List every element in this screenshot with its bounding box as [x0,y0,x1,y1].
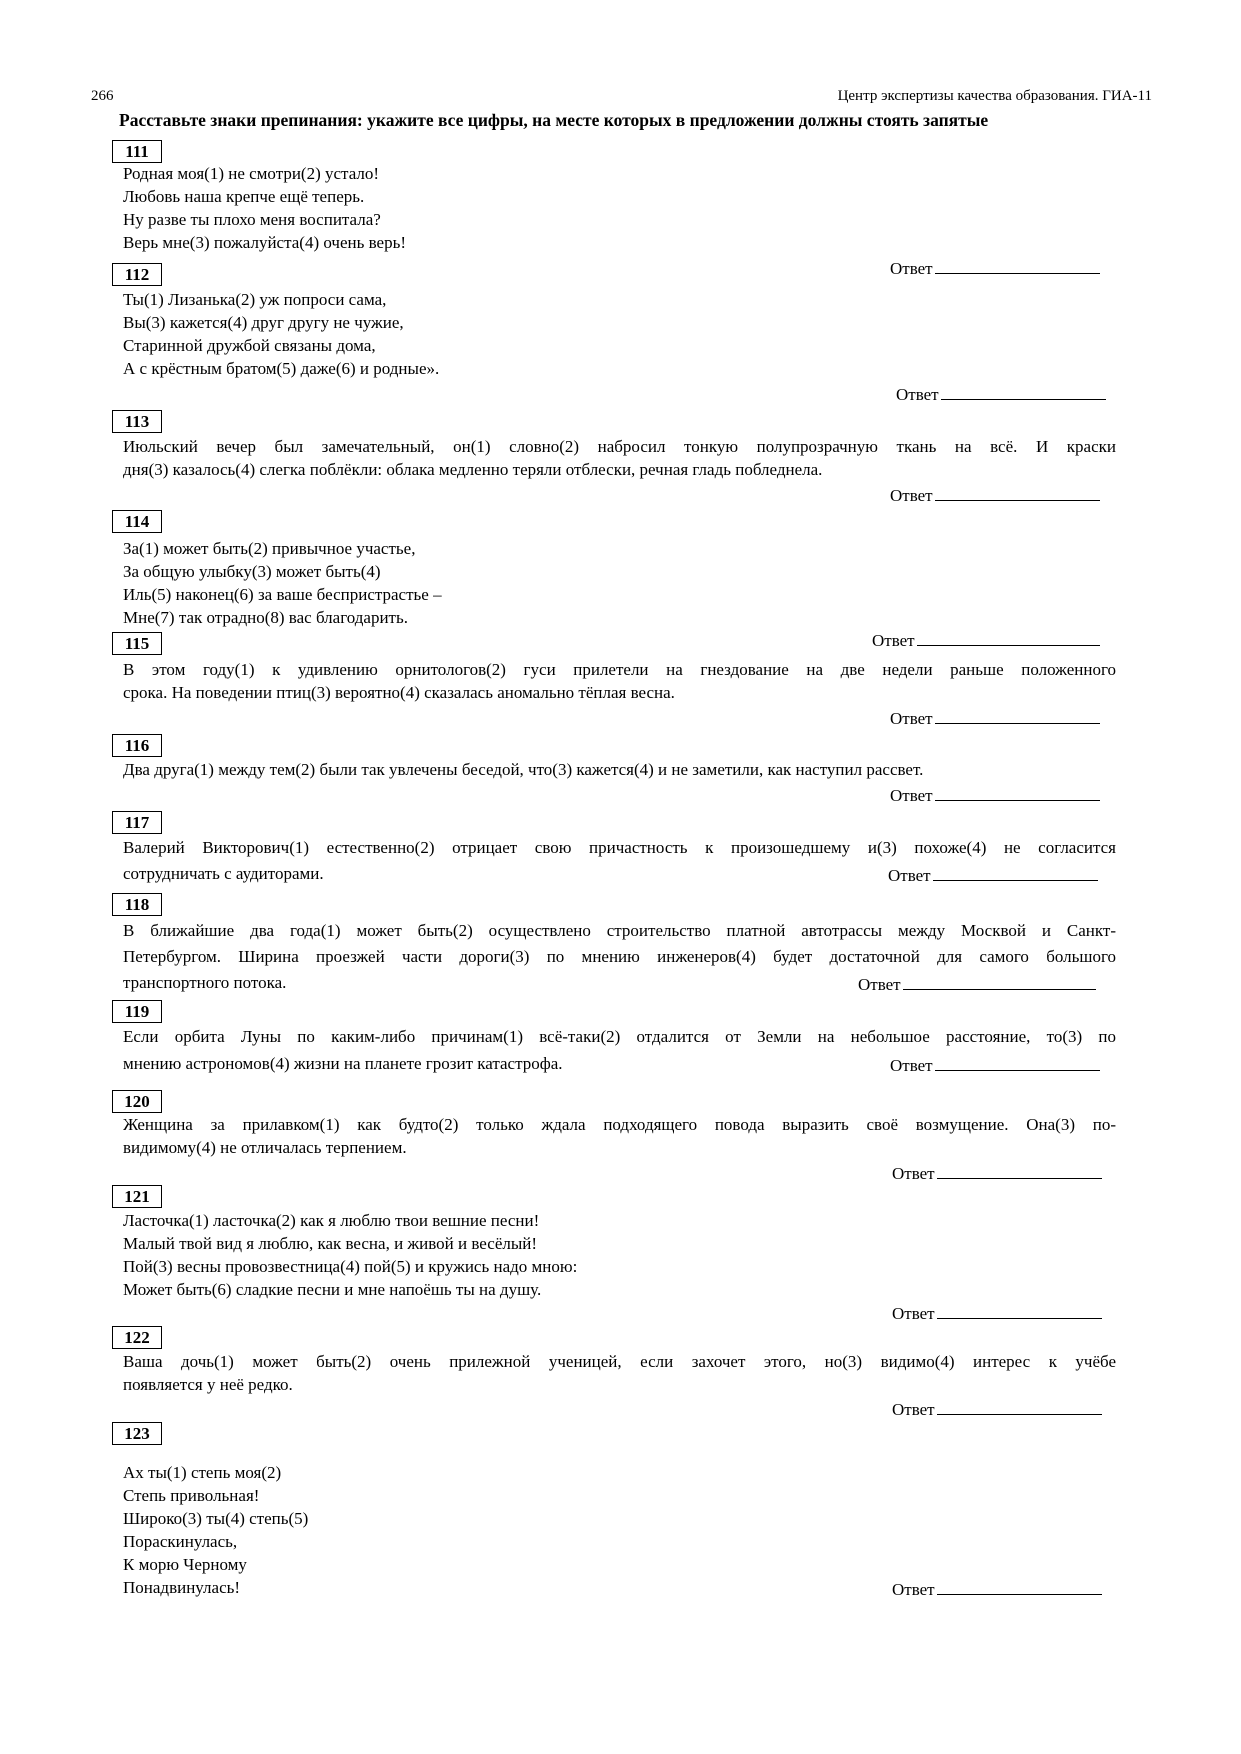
instruction: Расставьте знаки препинания: укажите все цифры, на месте которых в предложении должны стоять запятые [119,110,989,130]
task-line: Июльский вечер был замечательный, он(1) словно(2) набросил тонкую полупрозрачную ткань на всё. И краски [123,437,1116,456]
task-line: Любовь наша крепче ещё теперь. [123,187,365,206]
answer-label: Ответ [892,1400,935,1419]
task-number: 113 [112,410,162,433]
answer-blank[interactable] [935,707,1100,724]
answer-field[interactable] [892,1162,1102,1184]
task-line: В этом году(1) к удивлению орнитологов(2) гуси прилетели на гнездование на две недели раньше положенного [123,660,1116,679]
answer-blank[interactable] [917,629,1100,646]
task-number: 111 [112,140,162,163]
answer-field[interactable] [892,1302,1102,1324]
task-line: Если орбита Луны по каким-либо причинам(1) всё-таки(2) отдалится от Земли на небольшое расстояние, то(3) по [123,1027,1116,1046]
answer-field[interactable] [896,383,1106,405]
answer-blank[interactable] [935,484,1100,501]
task-line: Широко(3) ты(4) степь(5) [123,1509,309,1528]
answer-blank[interactable] [935,784,1100,801]
answer-blank[interactable] [935,1054,1100,1071]
answer-label: Ответ [890,259,933,278]
answer-label: Ответ [888,866,931,885]
task-line: Родная моя(1) не смотри(2) устало! [123,164,380,183]
task-line: Мне(7) так отрадно(8) вас благодарить. [123,608,408,627]
answer-blank[interactable] [935,257,1100,274]
answer-field[interactable] [892,1398,1102,1420]
answer-field[interactable] [892,1578,1102,1600]
task-line: Понадвинулась! [123,1578,241,1597]
answer-blank[interactable] [937,1162,1102,1179]
task-line: Иль(5) наконец(6) за ваше беспристрастье – [123,585,442,604]
answer-blank[interactable] [903,973,1096,990]
task-line: Старинной дружбой связаны дома, [123,336,376,355]
answer-label: Ответ [890,786,933,805]
task-number: 115 [112,632,162,655]
task-line: А с крёстным братом(5) даже(6) и родные». [123,359,440,378]
answer-blank[interactable] [937,1302,1102,1319]
task-line: Пораскинулась, [123,1532,238,1551]
task-number: 123 [112,1422,162,1445]
task-line: К морю Черному [123,1555,247,1574]
answer-label: Ответ [890,1056,933,1075]
header-source: Центр экспертизы качества образования. ГИА-11 [837,88,1152,104]
task-number: 119 [112,1000,162,1023]
task-number: 120 [112,1090,162,1113]
task-line: Вы(3) кажется(4) друг другу не чужие, [123,313,404,332]
task-line: Ну разве ты плохо меня воспитала? [123,210,381,229]
task-line: мнению астрономов(4) жизни на планете грозит катастрофа. [123,1054,563,1073]
answer-blank[interactable] [933,864,1098,881]
task-line: Степь привольная! [123,1486,260,1505]
answer-field[interactable] [890,484,1100,506]
task-number: 117 [112,811,162,834]
task-line: Пой(3) весны провозвестница(4) пой(5) и кружись надо мною: [123,1257,578,1276]
answer-field[interactable] [890,707,1100,729]
task-line: срока. На поведении птиц(3) вероятно(4) сказалась аномально тёплая весна. [123,683,675,702]
answer-blank[interactable] [937,1578,1102,1595]
task-number: 122 [112,1326,162,1349]
answer-blank[interactable] [937,1398,1102,1415]
task-line: В ближайшие два года(1) может быть(2) осуществлено строительство платной автотрассы между Москвой и Санкт- [123,921,1116,940]
task-number: 116 [112,734,162,757]
task-number: 118 [112,893,162,916]
answer-label: Ответ [892,1580,935,1599]
task-number: 121 [112,1185,162,1208]
answer-field[interactable] [858,973,1096,995]
task-line: Ласточка(1) ласточка(2) как я люблю твои вешние песни! [123,1211,540,1230]
task-line: Ты(1) Лизанька(2) уж попроси сама, [123,290,387,309]
task-line: Два друга(1) между тем(2) были так увлечены беседой, что(3) кажется(4) и не заметили, как наступил рассвет. [123,760,924,779]
task-line: Петербургом. Ширина проезжей части дороги(3) по мнению инженеров(4) будет достаточной для самого большого [123,947,1116,966]
task-line: Женщина за прилавком(1) как будто(2) только ждала подходящего повода выразить своё возмущение. Она(3) по- [123,1115,1116,1134]
task-line: появляется у неё редко. [123,1375,293,1394]
task-number: 112 [112,263,162,286]
task-line: За(1) может быть(2) привычное участье, [123,539,416,558]
answer-blank[interactable] [941,383,1106,400]
task-line: Может быть(6) сладкие песни и мне напоёшь ты на душу. [123,1280,542,1299]
task-line: транспортного потока. [123,973,287,992]
task-line: Валерий Викторович(1) естественно(2) отрицает свою причастность к произошедшему и(3) похоже(4) не согласится [123,838,1116,857]
task-line: видимому(4) не отличалась терпением. [123,1138,407,1157]
answer-label: Ответ [896,385,939,404]
task-line: сотрудничать с аудиторами. [123,864,324,883]
task-line: За общую улыбку(3) может быть(4) [123,562,381,581]
answer-label: Ответ [892,1304,935,1323]
answer-label: Ответ [892,1164,935,1183]
answer-field[interactable] [888,864,1098,886]
task-line: Малый твой вид я люблю, как весна, и живой и весёлый! [123,1234,538,1253]
task-line: Ах ты(1) степь моя(2) [123,1463,282,1482]
answer-field[interactable] [872,629,1100,651]
answer-field[interactable] [890,784,1100,806]
page-number: 266 [91,88,114,104]
answer-field[interactable] [890,1054,1100,1076]
answer-label: Ответ [890,486,933,505]
answer-label: Ответ [890,709,933,728]
task-line: дня(3) казалось(4) слегка поблёкли: облака медленно теряли отблески, речная гладь побледнела. [123,460,823,479]
task-number: 114 [112,510,162,533]
answer-label: Ответ [858,975,901,994]
answer-field[interactable] [890,257,1100,279]
task-line: Ваша дочь(1) может быть(2) очень прилежной ученицей, если захочет этого, но(3) видимо(4) интерес к учёбе [123,1352,1116,1371]
task-line: Верь мне(3) пожалуйста(4) очень верь! [123,233,406,252]
answer-label: Ответ [872,631,915,650]
